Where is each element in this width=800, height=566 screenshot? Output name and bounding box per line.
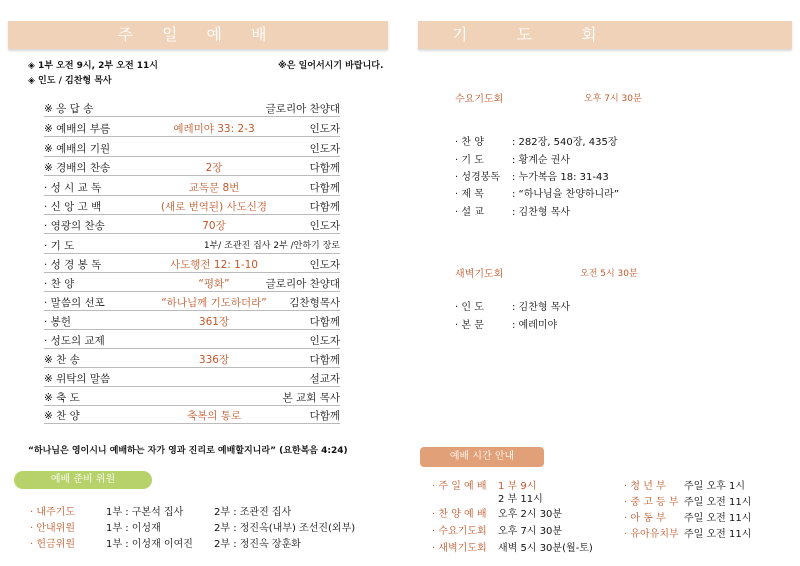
order-row — [44, 157, 340, 177]
committee-first: 1부 : 이성재 이여진 — [106, 539, 193, 550]
order-label: · 기 도 — [44, 240, 75, 252]
scripture-verse: “하나님은 영이시니 예배하는 자가 영과 진리로 예배할지니라” (요한복음 4:24) — [28, 446, 348, 456]
committee-second: 2부 : 조관진 집사 — [214, 507, 292, 518]
schedule-time: 주일 오전 11시 — [684, 497, 752, 508]
order-row — [44, 273, 340, 293]
committee-first: 1부 : 이성재 — [106, 523, 161, 534]
program-key: · 본 문 — [455, 320, 484, 331]
order-label: · 말씀의 선포 — [44, 297, 105, 309]
order-leader: 인도자 — [309, 220, 340, 232]
order-row — [44, 387, 340, 407]
program-value: : 김찬형 목사 — [512, 302, 571, 313]
schedule-time: 새벽 5시 30분(월-토) — [498, 543, 593, 554]
order-leader: 다함께 — [309, 316, 340, 328]
order-row — [44, 235, 340, 255]
committee-title: 예배 준비 위원 — [14, 471, 152, 489]
order-detail: 교독문 8번 — [188, 182, 240, 194]
order-row — [44, 292, 340, 312]
order-detail: 사도행전 12: 1-10 — [170, 259, 258, 271]
order-label: ※ 찬 송 — [44, 354, 80, 366]
order-detail: 70장 — [202, 220, 226, 232]
program-value: : 누가복음 18: 31-43 — [512, 172, 609, 183]
order-leader: 다함께 — [309, 162, 340, 174]
schedule-name: · 찬 양 예 배 — [432, 509, 487, 520]
program-key: · 제 목 — [455, 189, 484, 200]
schedule-title: 예배 시간 안내 — [420, 447, 544, 467]
order-leader: 김찬형목사 — [289, 297, 340, 309]
order-label: · 성 경 봉 독 — [44, 259, 102, 271]
order-label: ※ 응 답 송 — [44, 103, 94, 115]
schedule-time: 주일 오전 11시 — [684, 529, 752, 540]
committee-second: 2부 : 정진옥 장훈화 — [214, 539, 301, 550]
committee-role: · 헌금위원 — [30, 539, 75, 550]
order-leader: 다함께 — [309, 354, 340, 366]
schedule-name: · 유아유치부 — [624, 529, 679, 540]
order-row — [44, 196, 340, 216]
order-detail: 예레미야 33: 2-3 — [173, 123, 255, 135]
order-leader: 인도자 — [309, 335, 340, 347]
order-detail: 336장 — [198, 354, 230, 366]
schedule-name: · 수요기도회 — [432, 526, 487, 537]
schedule-time: 주일 오전 11시 — [684, 513, 752, 524]
order-leader: 1부/ 조관진 집사 2부 /안하기 장로 — [203, 241, 340, 251]
schedule-time: 2 부 11시 — [498, 494, 543, 505]
order-label: ※ 축 도 — [44, 392, 80, 404]
order-row — [44, 138, 340, 158]
order-detail: “평화” — [198, 278, 230, 290]
order-leader: 인도자 — [309, 259, 340, 271]
service-times: ◈ 1부 오전 9시, 2부 오전 11시 — [28, 61, 159, 71]
order-label: · 찬 양 — [44, 278, 75, 290]
schedule-name: · 새벽기도회 — [432, 543, 487, 554]
order-row — [44, 98, 340, 118]
schedule-time: 1 부 9시 — [498, 481, 537, 492]
order-row — [44, 215, 340, 235]
order-label: · 성도의 교제 — [44, 335, 105, 347]
dawn-title: 새벽기도회 — [455, 269, 504, 280]
order-detail: “하나님께 기도하더라” — [161, 297, 267, 309]
order-row — [44, 311, 340, 331]
schedule-time: 오후 2시 30분 — [498, 509, 563, 520]
dawn-time: 오전 5시 30분 — [580, 269, 638, 279]
schedule-name: · 주 일 예 배 — [432, 481, 487, 492]
order-detail: 2장 — [205, 162, 223, 174]
order-row — [44, 330, 340, 350]
schedule-time: 오후 7시 30분 — [498, 526, 563, 537]
order-label: ※ 위탁의 말씀 — [44, 373, 111, 385]
program-value: : “하나님을 찬양하니라” — [512, 189, 620, 200]
schedule-time: 주일 오후 1시 — [684, 481, 746, 492]
program-value: : 김찬형 목사 — [512, 207, 571, 218]
order-label: ※ 찬 양 — [44, 410, 80, 422]
program-key: · 성경봉독 — [455, 172, 500, 183]
order-leader: 다함께 — [309, 410, 340, 422]
program-key: · 기 도 — [455, 155, 484, 166]
order-leader: 설교자 — [309, 373, 340, 385]
order-label: · 성 시 교 독 — [44, 182, 102, 194]
committee-role: · 내주기도 — [30, 507, 75, 518]
order-label: · 봉헌 — [44, 316, 71, 328]
schedule-name: · 아 동 부 — [624, 513, 666, 524]
order-row — [44, 254, 340, 274]
schedule-name: · 청 년 부 — [624, 481, 666, 492]
program-value: : 예레미야 — [512, 320, 558, 331]
program-key: · 설 교 — [455, 207, 484, 218]
wednesday-title: 수요기도회 — [455, 94, 504, 105]
order-label: ※ 경배의 찬송 — [44, 162, 111, 174]
schedule-name: · 중 고 등 부 — [624, 497, 679, 508]
order-leader: 다함께 — [309, 201, 340, 213]
committee-second: 2부 : 정진옥(내부) 조선진(외부) — [214, 523, 356, 534]
wednesday-time: 오후 7시 30분 — [584, 94, 642, 104]
order-row — [44, 118, 340, 138]
prayer-meeting-banner: 기 도 회 — [418, 21, 792, 49]
order-leader: 다함께 — [309, 182, 340, 194]
order-label: · 영광의 찬송 — [44, 220, 105, 232]
order-detail: 축복의 통로 — [186, 410, 242, 422]
order-row — [44, 177, 340, 197]
committee-first: 1부 : 구본석 집사 — [106, 507, 184, 518]
order-leader: 글로리아 찬양대 — [265, 103, 340, 115]
order-label: ※ 예배의 기원 — [44, 143, 111, 155]
program-key: · 찬 양 — [455, 137, 484, 148]
order-row — [44, 368, 340, 388]
order-detail: (새로 번역된) 사도신경 — [160, 201, 268, 213]
order-leader: 인도자 — [309, 123, 340, 135]
leader-info: ◈ 인도 / 김찬형 목사 — [28, 76, 112, 86]
program-value: : 282장, 540장, 435장 — [512, 137, 618, 148]
order-row — [44, 349, 340, 369]
order-leader: 인도자 — [309, 143, 340, 155]
order-leader: 본 교회 목사 — [282, 392, 340, 404]
order-row — [44, 405, 340, 425]
program-key: · 인 도 — [455, 302, 484, 313]
program-value: : 황계순 권사 — [512, 155, 571, 166]
order-detail: 361장 — [198, 316, 230, 328]
order-leader: 글로리아 찬양대 — [265, 278, 340, 290]
standing-note: ※은 일어서시기 바랍니다. — [278, 61, 384, 71]
order-label: · 신 앙 고 백 — [44, 201, 102, 213]
committee-role: · 안내위원 — [30, 523, 75, 534]
worship-title-banner: 주 일 예 배 — [8, 21, 388, 49]
order-label: ※ 예배의 부름 — [44, 123, 111, 135]
